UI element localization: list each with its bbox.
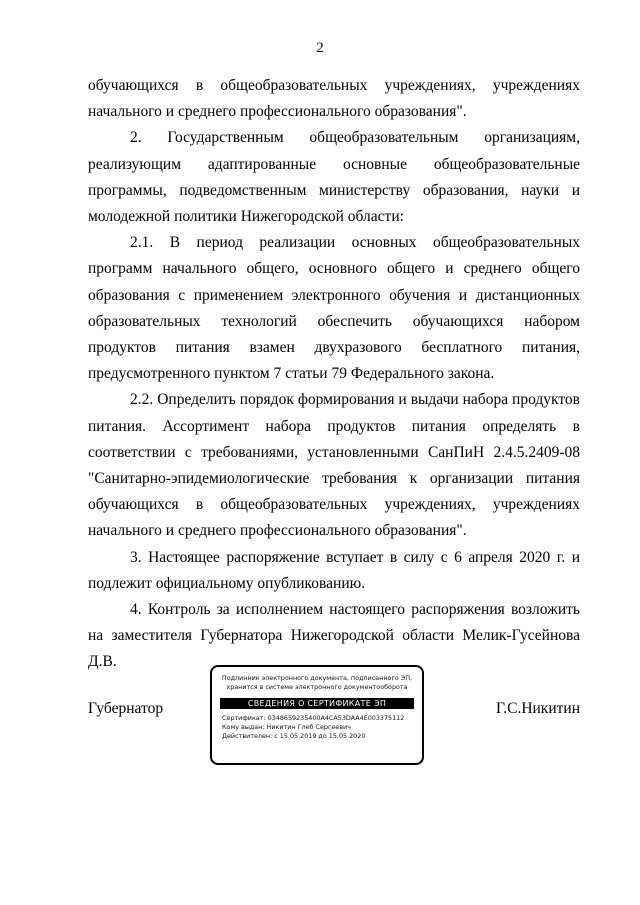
certificate-number: Сертификат: 0348659235400A4CA53DAA4E003375112 <box>222 714 405 722</box>
signer-name: Г.С.Никитин <box>496 700 580 717</box>
document-body <box>88 73 580 676</box>
signer-position: Губернатор <box>88 700 164 717</box>
paragraph-item-4: 4. Контроль за исполнением настоящего распоряжения возложить на заместителя Губернатора Нижегородской области Мелик-Гусейнова Д.В. <box>88 601 580 671</box>
stamp-details <box>222 714 422 741</box>
certificate-validity: Действителен: с 15.05.2019 до 15.05.2020 <box>222 732 366 740</box>
paragraph-continuation: обучающихся в общеобразовательных учреждениях, учреждениях начального и среднего профессионального образования". <box>88 77 580 121</box>
stamp-title-bar: СВЕДЕНИЯ О СЕРТИФИКАТЕ ЭП <box>220 698 414 709</box>
stamp-header <box>212 674 422 692</box>
electronic-signature-stamp <box>210 665 424 765</box>
certificate-owner: Кому выдан: Никитин Глеб Сергеевич <box>222 723 351 731</box>
page-number: 2 <box>316 40 324 56</box>
stamp-header-line-2: хранится в системе электронного документооборота <box>226 683 408 691</box>
paragraph-item-2-2: 2.2. Определить порядок формирования и выдачи набора продуктов питания. Ассортимент набора продуктов питания определять в соответствии с требованиями, установленными СанПиН 2.4.5.2409-08 "Санитарно-эпидемиологические требования к организации питания обучающихся в общеобразовательных учреждениях, учреждениях начального и среднего профессионального образования". <box>88 391 580 540</box>
stamp-header-line-1: Подлинник электронного документа, подписанного ЭП, <box>221 674 413 682</box>
paragraph-item-2-1: 2.1. В период реализации основных общеобразовательных программ начального общего, основного общего и среднего общего образования с применением электронного обучения и дистанционных образовательных технологий обеспечить обучающихся набором продуктов питания взамен двухразового бесплатного питания, предусмотренного пунктом 7 статьи 79 Федерального закона. <box>88 234 580 383</box>
paragraph-item-2: 2. Государственным общеобразовательным организациям, реализующим адаптированные основные общеобразовательные программы, подведомственным министерству образования, науки и молодежной политики Нижегородской области: <box>88 129 580 226</box>
paragraph-item-3: 3. Настоящее распоряжение вступает в силу с 6 апреля 2020 г. и подлежит официальному опубликованию. <box>88 548 580 592</box>
